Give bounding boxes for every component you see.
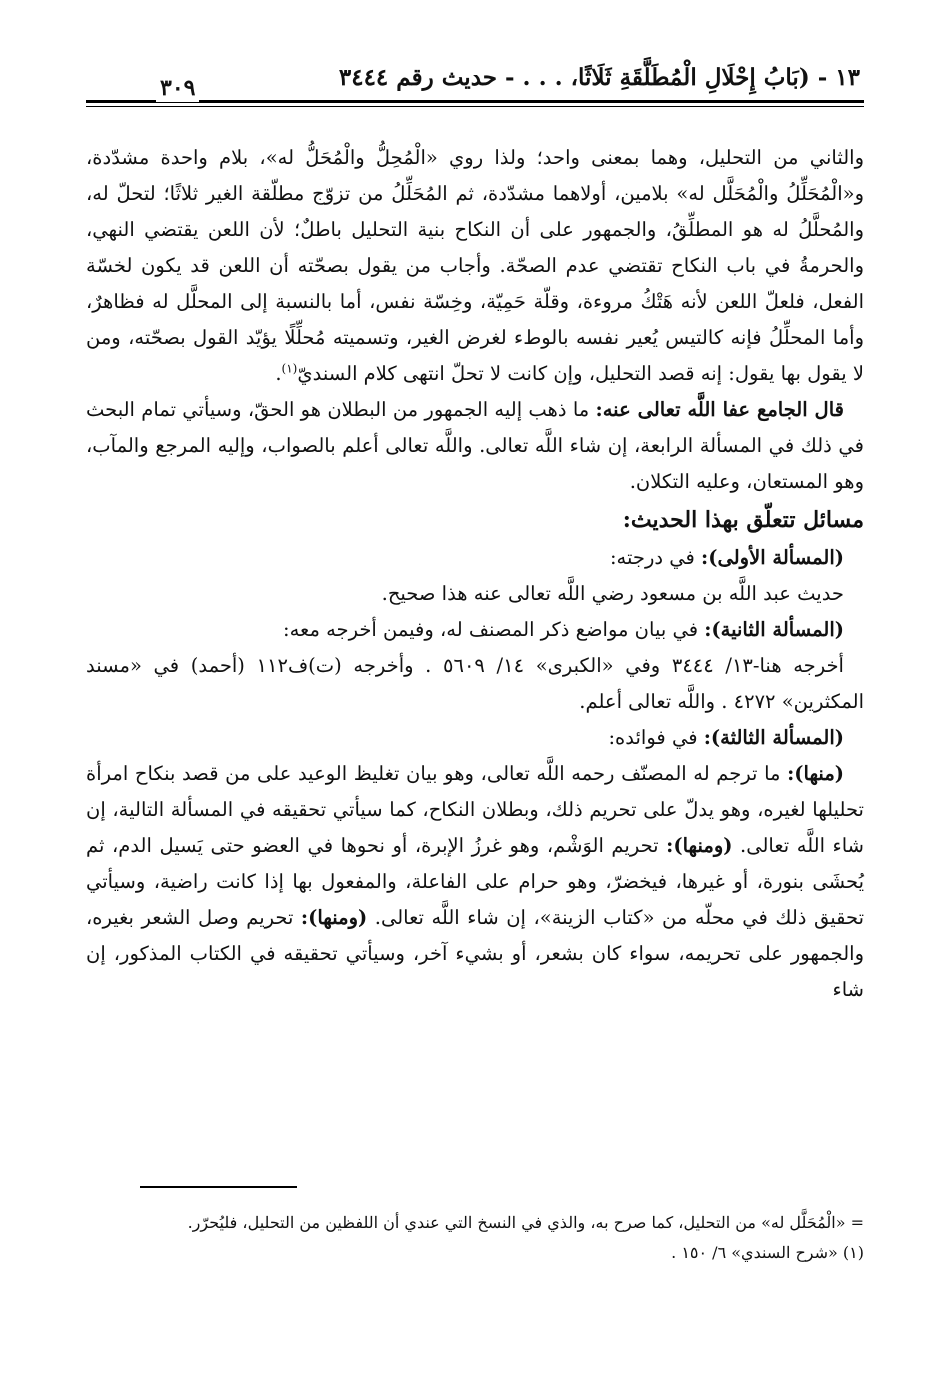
footnote-1: (١) «شرح السندي» ٦/ ١٥٠ . — [671, 1243, 864, 1262]
page — [86, 54, 864, 1001]
benefit-1-text: ما ترجم له المصنّف رحمه اللَّه تعالى، وهو بيان تغليظ الوعيد على من قصد بنكاح امرأة تحليلها لغيره، وهو يدلّ على تحريم ذلك، وبطلان النكاح، كما سيأتي تحقيقه في المسألة التالية، إن شاء اللَّه تعالى. — [86, 762, 864, 857]
issue-1-lead: (المسألة الأولى): — [701, 546, 844, 569]
issue-3-lead: (المسألة الثالثة): — [703, 726, 844, 749]
benefit-1-lead: (منها): — [787, 762, 844, 785]
issue-2-subject: في بيان مواضع ذكر المصنف له، وفيمن أخرجه معه: — [283, 618, 705, 641]
issue-1-text: حديث عبد اللَّه بن مسعود رضي اللَّه تعالى عنه هذا صحيح. — [381, 582, 844, 605]
paragraph-commentary — [86, 140, 864, 392]
issue-1-subject: في درجته: — [609, 546, 702, 569]
header-rule — [86, 100, 864, 103]
issue-1-title — [86, 540, 864, 576]
compiler-text: ما ذهب إليه الجمهور من البطلان هو الحقّ، وسيأتي تمام البحث في ذلك في المسألة الرابعة، إن شاء اللَّه تعالى. واللَّه تعالى أعلم بالصواب، وإليه المرجع والمآب، وهو المستعان، وعليه التكلان. — [86, 398, 864, 493]
benefit-3-text: تحريم وصل الشعر بغيره، والجمهور على تحريمه، سواء كان بشعر، أو بشيء آخر، وسيأتي تحقيقه في الكتاب المذكور، إن شاء — [86, 906, 864, 1001]
footnote-marker: (١) — [281, 361, 298, 376]
compiler-lead: قال الجامع عفا اللَّه تعالى عنه: — [595, 398, 844, 421]
issue-2-title — [86, 612, 864, 648]
header-rule-thin — [86, 106, 864, 107]
issue-3-subject: في فوائده: — [608, 726, 704, 749]
benefits-paragraph — [86, 756, 864, 1008]
section-heading: مسائل تتعلّق بهذا الحديث: — [622, 507, 864, 533]
main-text — [86, 140, 864, 1008]
running-header — [86, 54, 864, 100]
benefit-2-text: تحريم الوَشْم، وهو غرزُ الإبرة، أو نحوها في العضو حتى يَسيل الدم، ثم يُحشَى بنورة، أو غيرها، فيخضرّ، وهو حرام على الفاعلة، والمفعول بها إذا كانت راضية، وسيأتي تحقيق ذلك في محلّه من «كتاب الزينة»، إن شاء اللَّه تعالى. — [86, 834, 864, 929]
benefit-2-lead: (ومنها): — [666, 834, 733, 857]
issue-2-lead: (المسألة الثانية): — [704, 618, 844, 641]
paragraph-compiler-note — [86, 392, 864, 500]
footnote-separator — [140, 1186, 297, 1188]
footnote-continuation: = «الْمُحَلَّل له» من التحليل، كما صرح به، والذي في النسخ التي عندي أن اللفظين من التحليل، فليُحرّر. — [187, 1213, 864, 1232]
page-number: ٣٠٩ — [156, 74, 199, 102]
commentary-end: . — [275, 362, 282, 385]
commentary-text: والثاني من التحليل، وهما بمعنى واحد؛ ولذا روي «الْمُحِلُّ والْمُحَلُّ له»، بلام واحدة مشدّدة، و«الْمُحَلِّلُ والْمُحَلَّل له» بلامين، أولاهما مشدّدة، ثم المُحَلِّلُ من تزوّج مطلّقة الغير ثلاثًا؛ لتحلّ له، والمُحلَّلُ له هو المطلِّقُ، والجمهور على أن النكاح بنية التحليل باطلٌ؛ لأن اللعن يقتضي النهي، والحرمةُ في باب النكاح تقتضي عدم الصحّة. وأجاب من يقول بصحّته أن اللعن قد يكون لخسّة الفعل، فلعلّ اللعن لأنه هَتْكُ مروءة، وقلّة حَمِيّة، وخِسّة نفس، أما بالنسبة إلى المحلَّل له فظاهرٌ، وأما المحلِّلُ فإنه كالتيس يُعير نفسه بالوطء لغرض الغير، وتسميته مُحلِّلًا يؤيّد القول بصحّته، ومن لا يقول بها يقول: إنه قصد التحليل، وإن كانت لا تحلّ انتهى كلام السنديّ — [86, 146, 864, 385]
issue-3-title — [86, 720, 864, 756]
benefit-3-lead: (ومنها): — [300, 906, 368, 929]
running-title: ١٣ - (بَابُ إِحْلَالِ الْمُطَلَّقَةِ ثَلَاثًا، . . . - حديث رقم ٣٤٤٤ — [338, 64, 860, 91]
issue-2-text: أخرجه هنا-١٣/ ٣٤٤٤ وفي «الكبرى» ١٤/ ٥٦٠٩ . وأخرجه (ت)ف١١٢ (أحمد) في «مسند المكثرين» ٤٢٧٢ . واللَّه تعالى أعلم. — [86, 654, 864, 713]
footnotes — [86, 1208, 864, 1268]
